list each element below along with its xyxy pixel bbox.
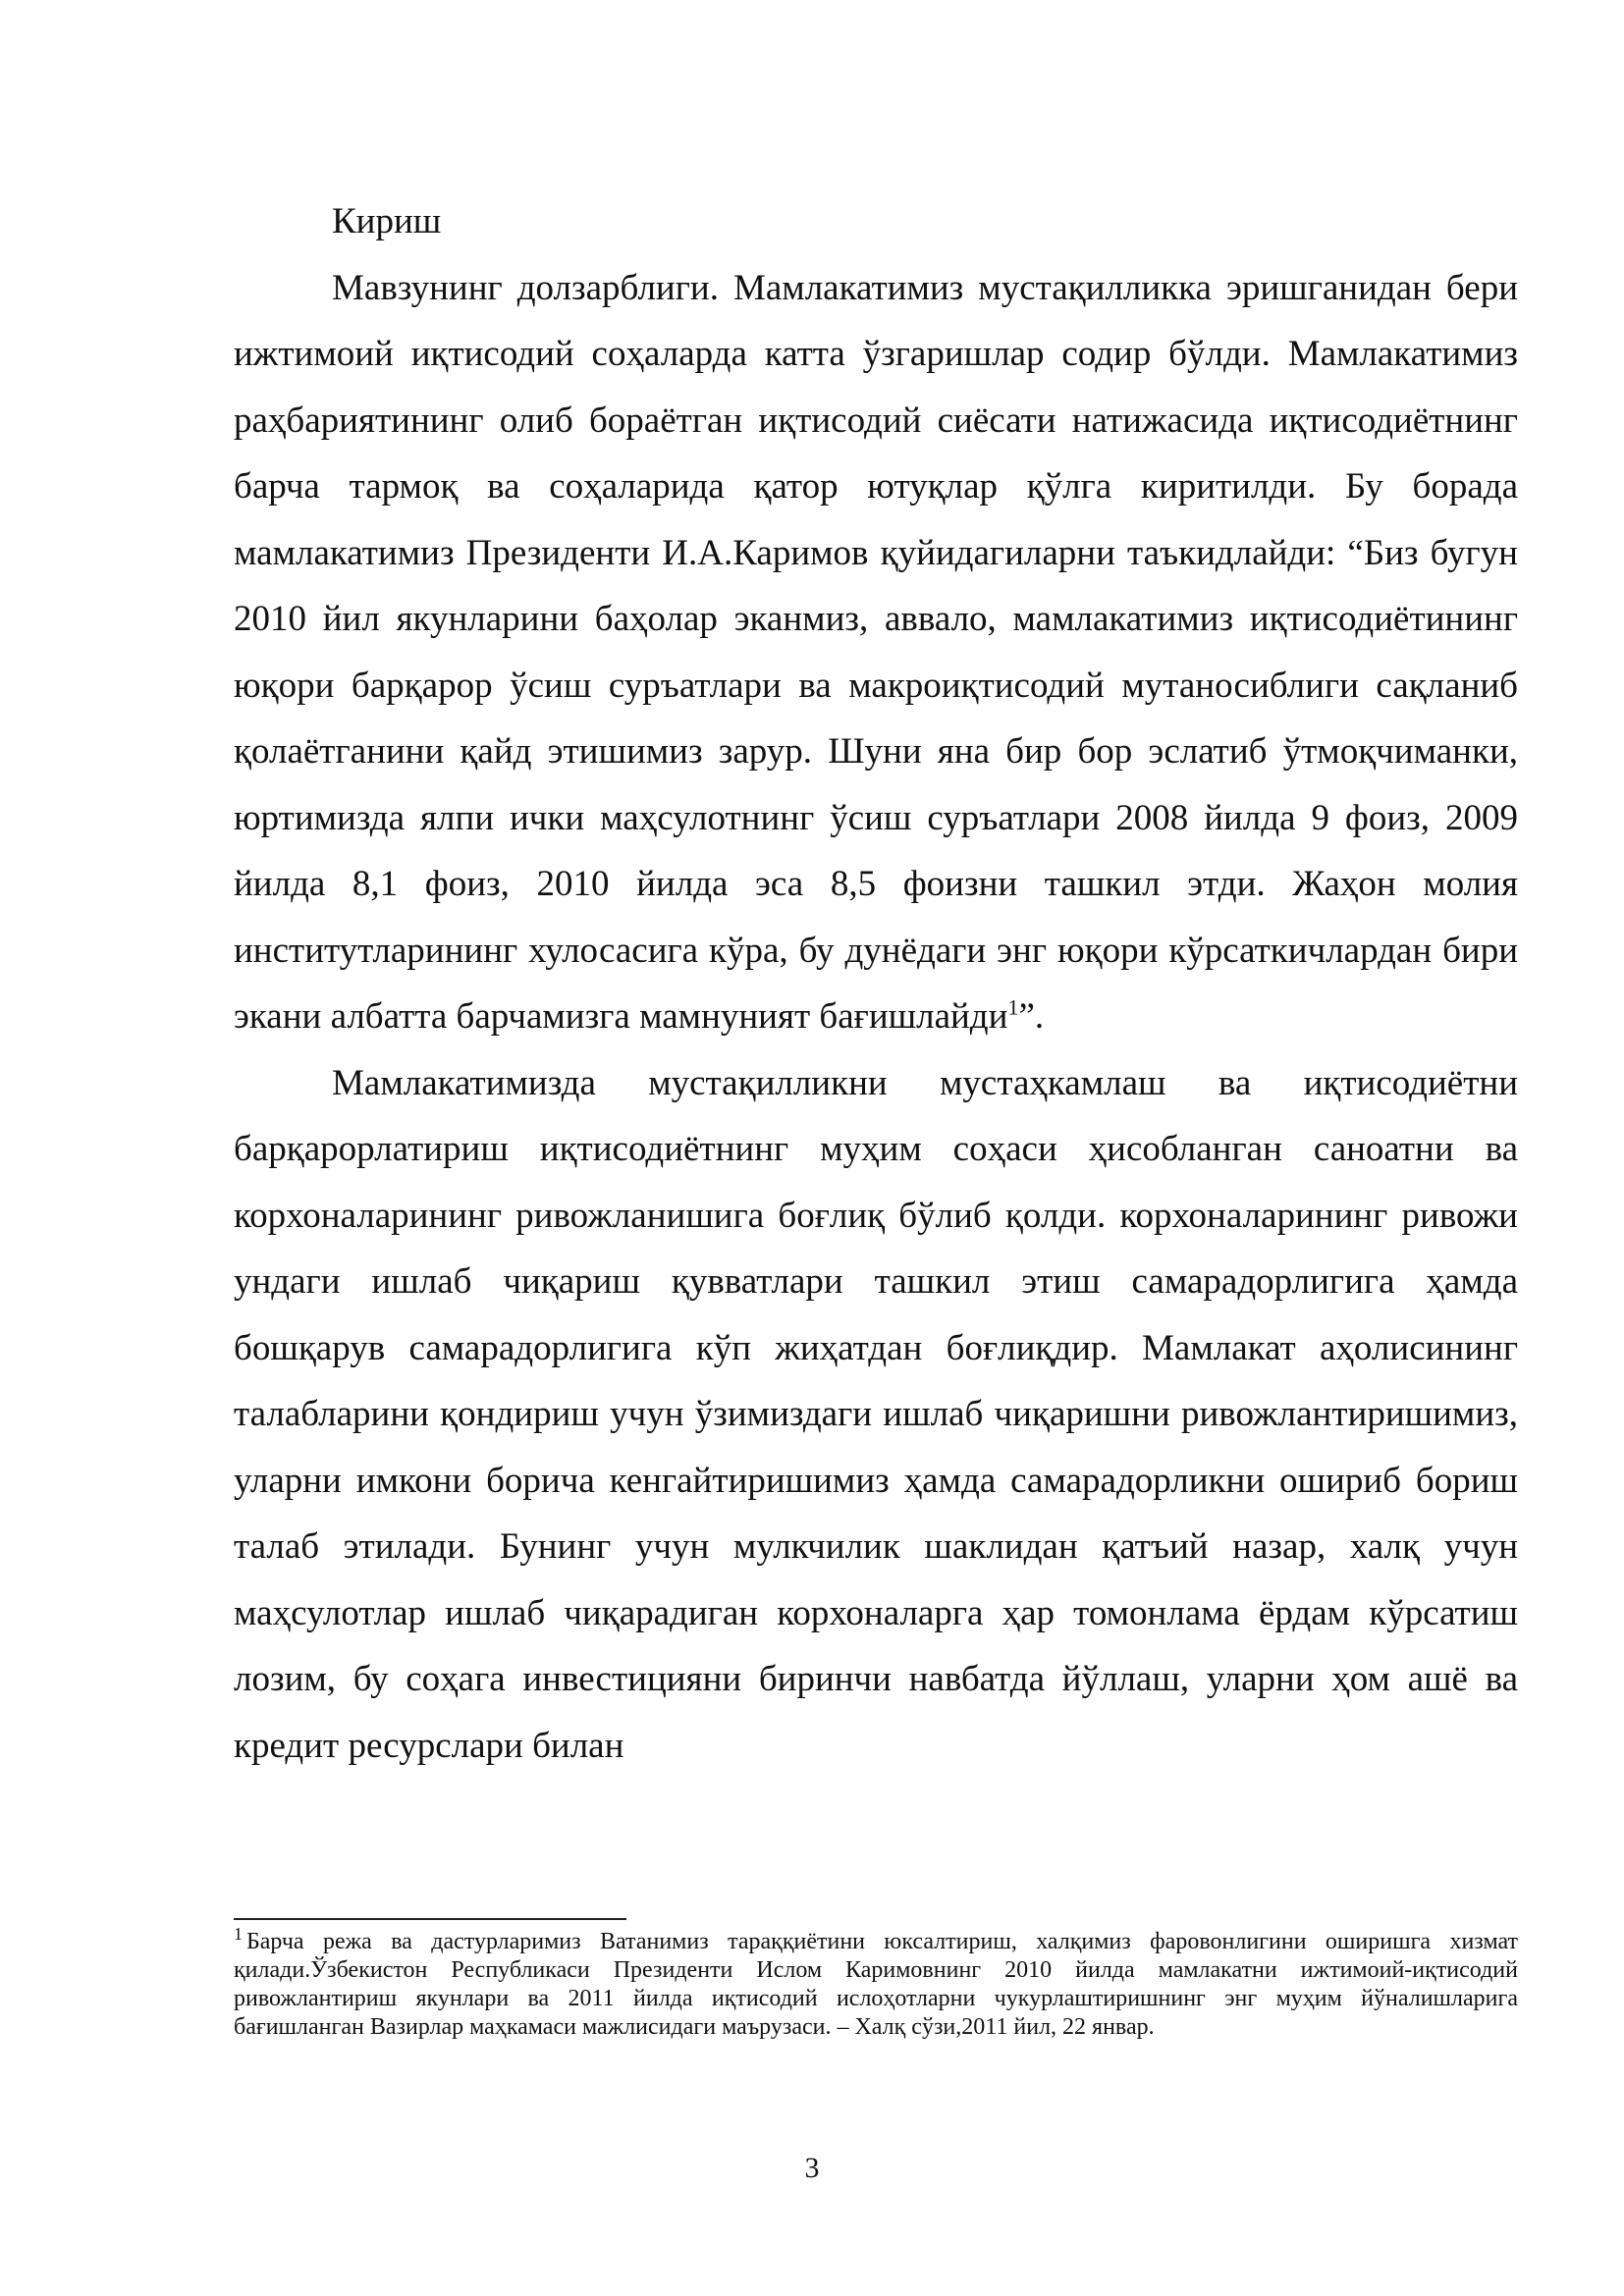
footnote-reference[interactable]: 1 bbox=[1007, 994, 1019, 1020]
paragraph-relevance bbox=[234, 255, 1518, 1050]
paragraph-industry bbox=[234, 1050, 1518, 1780]
paragraph-text: Мавзунинг долзарблиги. Мамлакатимиз мустақилликка эришганидан бери ижтимоий иқтисодий соҳаларда катта ўзгаришлар содир бўлди. Мамлакатимиз раҳбариятининг олиб бораётган иқтисодий сиёсати натижасида иқтисодиётнинг барча тармоқ ва соҳаларида қатор ютуқлар қўлга киритилди. Бу борада мамлакатимиз Президенти И.А.Каримов қуйидагиларни таъкидлайди: “Биз бугун 2010 йил якунларини баҳолар эканмиз, аввало, мамлакатимиз иқтисодиётининг юқори барқарор ўсиш суръатлари ва макроиқтисодий мутаносиблиги сақланиб қолаётганини қайд этишимиз зарур. Шуни яна бир бор эслатиб ўтмоқчиманки, юртимизда ялпи ички маҳсулотнинг ўсиш суръатлари 2008 йилда 9 фоиз, 2009 йилда 8,1 фоиз, 2010 йилда эса 8,5 фоизни ташкил этди. Жаҳон молия институтларининг хулосасига кўра, бу дунёдаги энг юқори кўрсаткичлардан бири экани албатта барчамизга мамнуният бағишлайди bbox=[234, 267, 1518, 1037]
page-number: 3 bbox=[804, 2152, 820, 2184]
footnote-number: 1 bbox=[234, 1924, 243, 1944]
footnote-separator bbox=[234, 1918, 626, 1920]
section-heading: Кириш bbox=[332, 201, 442, 241]
footnote-text: Барча режа ва дастурларимиз Ватанимиз тараққиётини юксалтириш, халқимиз фаровонлигини оширишга хизмат қилади.Ўзбекистон Республикаси Президенти Ислом Каримовнинг 2010 йилда мамлакатни ижтимоий-иқтисодий ривожлантириш якунлари ва 2011 йилда иқтисодий ислоҳотларни чукурлаштиришнинг энг муҳим йўналишларига бағишланган Вазирлар маҳкамаси мажлисидаги маърузаси. – Халқ сўзи,2011 йил, 22 январ. bbox=[234, 1929, 1518, 2040]
paragraph-text: Мамлакатимизда мустақилликни мустаҳкамлаш ва иқтисодиётни барқарорлатириш иқтисодиётнинг муҳим соҳаси ҳисобланган саноатни ва корхоналарининг ривожланишига боғлиқ бўлиб қолди. корхоналарининг ривожи ундаги ишлаб чиқариш қувватлари ташкил этиш самарадорлигига ҳамда бошқарув самарадорлигига кўп жиҳатдан боғлиқдир. Мамлакат аҳолисининг талабларини қондириш учун ўзимиздаги ишлаб чиқаришни ривожлантиришимиз, уларни имкони борича кенгайтиришимиз ҳамда самарадорликни ошириб бориш талаб этилади. Бунинг учун мулкчилик шаклидан қатъий назар, халқ учун маҳсулотлар ишлаб чиқарадиган корхоналарга ҳар томонлама ёрдам кўрсатиш лозим, бу соҳага инвестицияни биринчи навбатда йўллаш, уларни ҳом ашё ва кредит ресурслари билан bbox=[234, 1062, 1518, 1766]
footnote bbox=[234, 1924, 1518, 2042]
body-text bbox=[234, 188, 1518, 1779]
quote-closing: ”. bbox=[1018, 996, 1045, 1037]
